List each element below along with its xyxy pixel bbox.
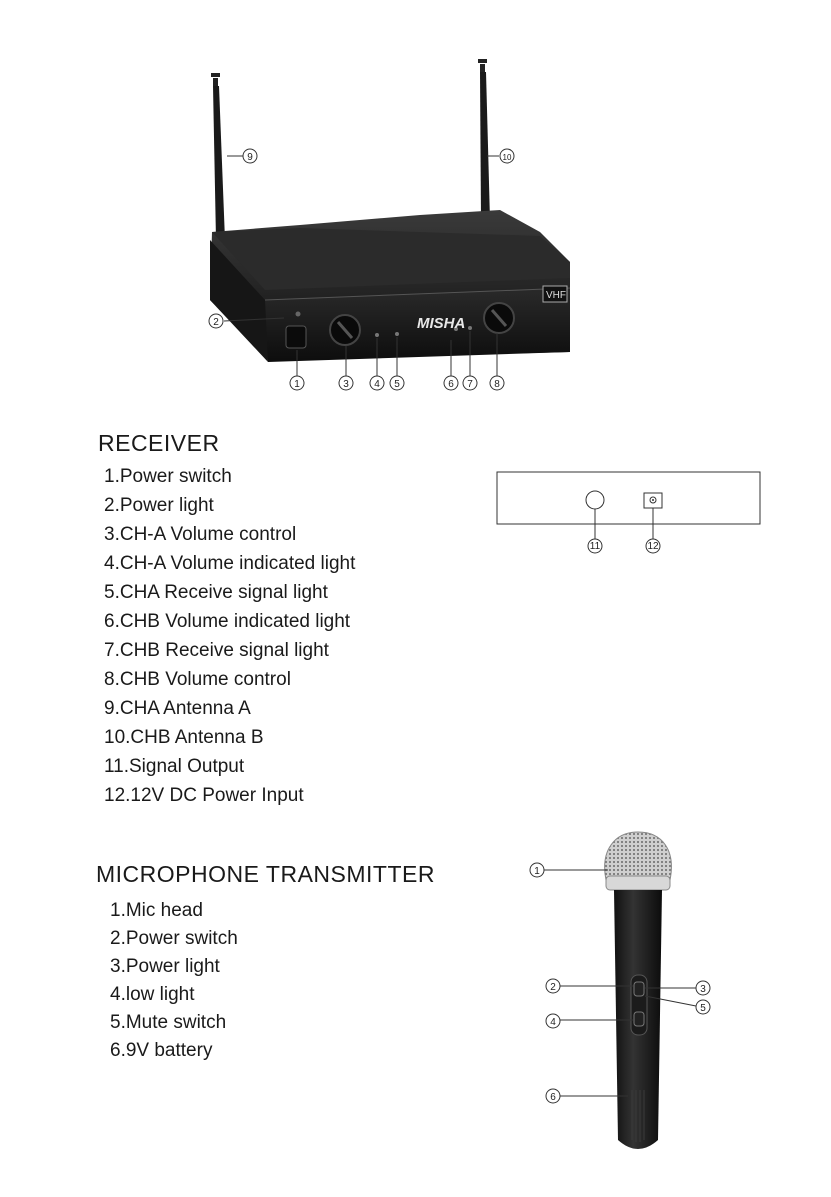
power-switch-graphic [286, 326, 306, 348]
svg-text:7: 7 [467, 379, 473, 390]
svg-text:1: 1 [534, 866, 540, 877]
list-item: 4.CH-A Volume indicated light [104, 553, 356, 574]
list-item: 5.CHA Receive signal light [104, 582, 328, 603]
microphone-parts-list [110, 897, 238, 1065]
list-item: 9.CHA Antenna A [104, 698, 251, 719]
microphone-title: MICROPHONE TRANSMITTER [96, 861, 435, 887]
svg-text:4: 4 [374, 379, 380, 390]
svg-text:6: 6 [550, 1092, 556, 1103]
svg-text:2: 2 [213, 317, 219, 328]
svg-text:12: 12 [647, 541, 659, 552]
svg-text:5: 5 [394, 379, 400, 390]
svg-text:5: 5 [700, 1003, 706, 1014]
mic-head-graphic [605, 832, 672, 880]
list-item: 10.CHB Antenna B [104, 727, 264, 748]
microphone-illustration [520, 820, 720, 1170]
list-item: 8.CHB Volume control [104, 669, 291, 690]
svg-text:9: 9 [247, 152, 253, 163]
list-item: 3.CH-A Volume control [104, 524, 297, 545]
list-item: 1.Power switch [104, 466, 232, 487]
list-item: 3.Power light [110, 956, 220, 977]
svg-text:1: 1 [294, 379, 300, 390]
receiver-title: RECEIVER [98, 430, 220, 456]
svg-text:2: 2 [550, 982, 556, 993]
list-item: 7.CHB Receive signal light [104, 640, 329, 661]
power-light-graphic [296, 312, 301, 317]
receiver-parts-list [104, 462, 355, 810]
list-item: 11.Signal Output [104, 756, 245, 777]
list-item: 6.CHB Volume indicated light [104, 611, 351, 632]
antenna-b [478, 59, 490, 220]
list-item: 2.Power light [104, 495, 214, 516]
svg-text:8: 8 [494, 379, 500, 390]
svg-text:11: 11 [589, 541, 601, 552]
svg-text:3: 3 [343, 379, 349, 390]
list-item: 1.Mic head [110, 900, 203, 921]
signal-output-jack [586, 491, 604, 509]
list-item: 12.12V DC Power Input [104, 785, 304, 806]
vhf-badge: VHF [546, 290, 566, 301]
list-item: 4.low light [110, 984, 195, 1005]
list-item: 5.Mute switch [110, 1012, 227, 1033]
rear-panel-diagram [490, 465, 770, 565]
list-item: 6.9V battery [110, 1040, 213, 1061]
list-item: 2.Power switch [110, 928, 238, 949]
svg-text:3: 3 [700, 984, 706, 995]
receiver-illustration [0, 0, 831, 410]
svg-text:6: 6 [448, 379, 454, 390]
svg-text:4: 4 [550, 1017, 556, 1028]
brand-logo: MISHA [417, 315, 466, 332]
antenna-a [211, 73, 225, 240]
svg-text:10: 10 [502, 153, 512, 162]
